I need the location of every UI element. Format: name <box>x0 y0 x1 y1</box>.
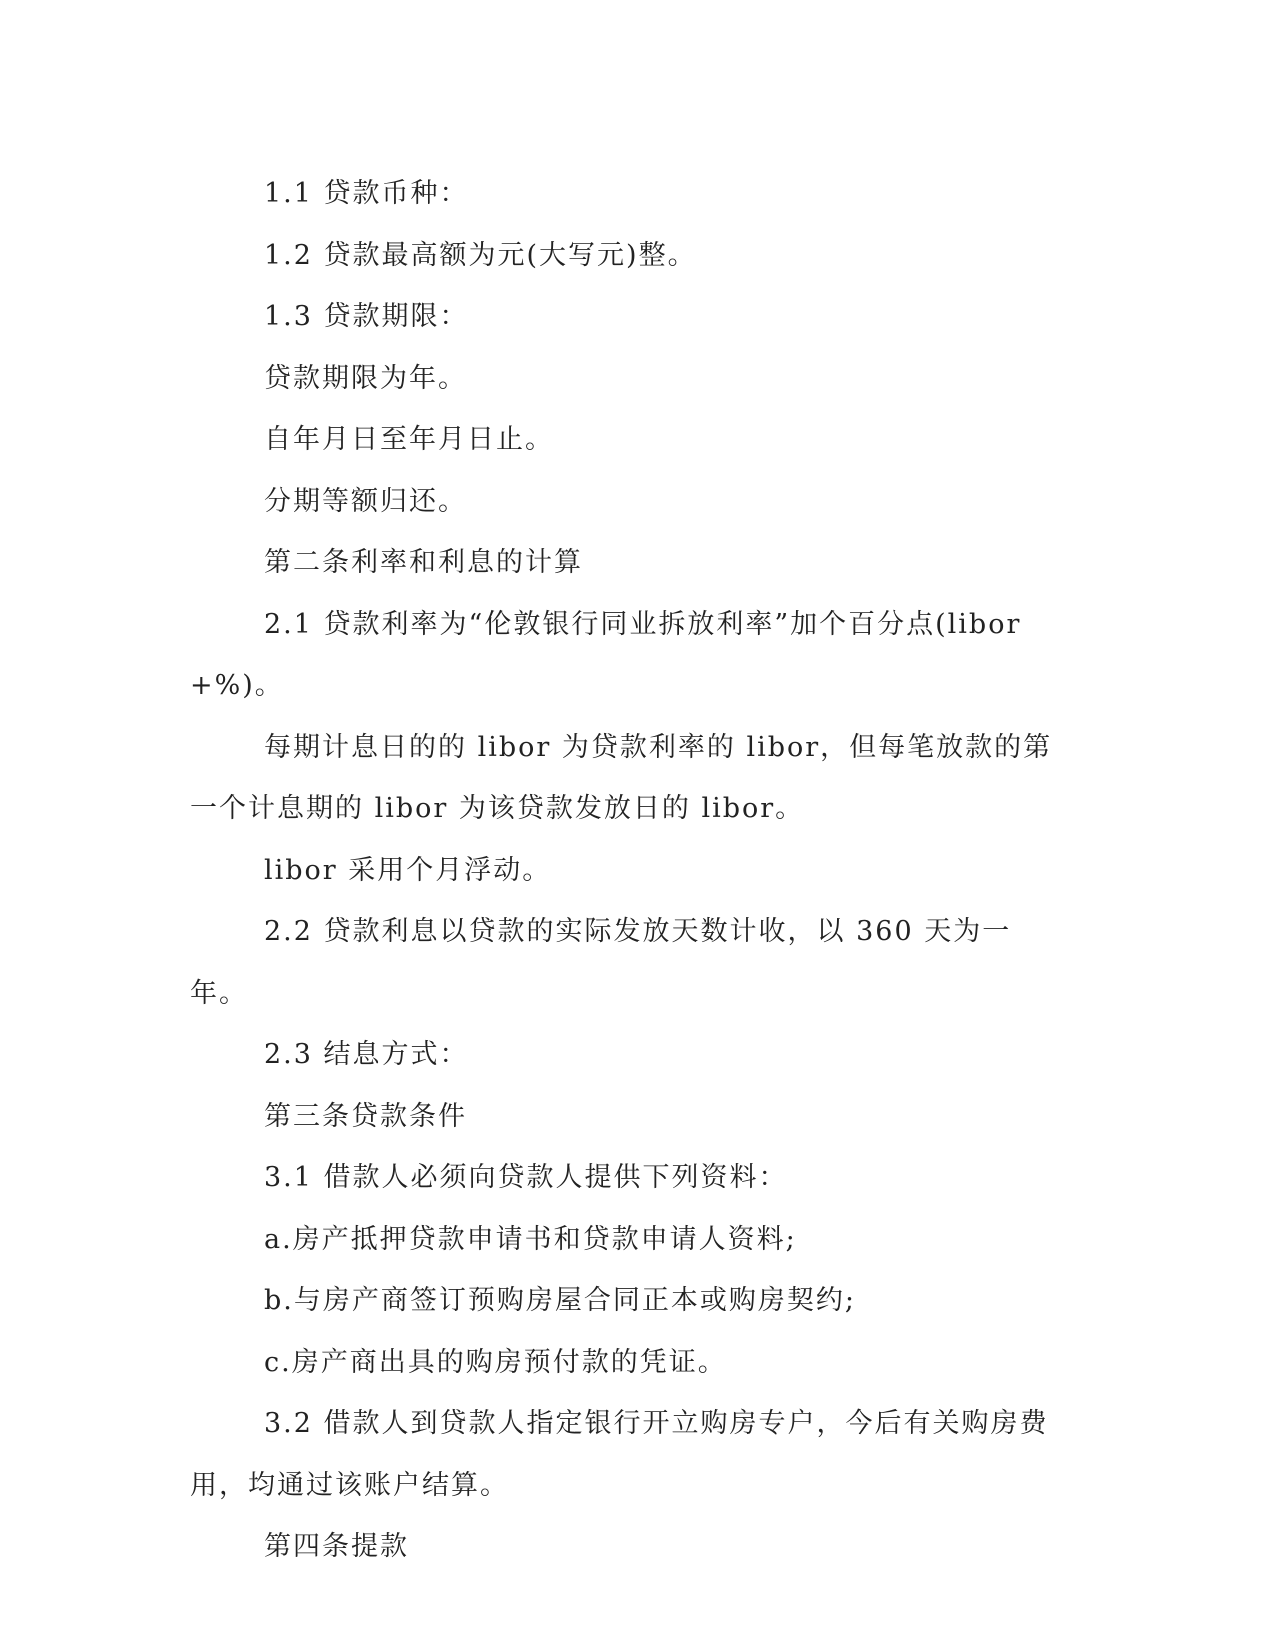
repayment-method: 分期等额归还。 <box>264 485 467 517</box>
clause-2-3-settlement: 2.3 结息方式： <box>264 1039 469 1070</box>
clause-1-2-max-amount: 1.2 贷款最高额为元(大写元)整。 <box>264 239 697 271</box>
libor-definition: 每期计息日的的 libor 为贷款利率的 libor，但每笔放款的第一个计息期的 libor 为该贷款发放日的 libor。 <box>190 731 1053 824</box>
document-body <box>190 163 1065 1578</box>
article-2-heading: 第二条利率和利息的计算 <box>264 547 583 578</box>
document-item-a: a.房产抵押贷款申请书和贷款申请人资料; <box>264 1223 797 1255</box>
term-dates: 自年月日至年月日止。 <box>264 424 554 455</box>
clause-1-3-term: 1.3 贷款期限： <box>264 301 469 332</box>
term-years: 贷款期限为年。 <box>264 362 467 394</box>
clause-3-1-documents: 3.1 借款人必须向贷款人提供下列资料： <box>264 1162 788 1193</box>
clause-2-1-rate: 2.1 贷款利率为“伦敦银行同业拆放利率”加个百分点(libor+%)。 <box>190 608 1022 701</box>
article-3-heading: 第三条贷款条件 <box>264 1100 467 1132</box>
clause-3-2-account: 3.2 借款人到贷款人指定银行开立购房专户，今后有关购房费用，均通过该账户结算。 <box>190 1408 1049 1501</box>
clause-1-1-currency: 1.1 贷款币种： <box>264 178 469 209</box>
article-4-heading: 第四条提款 <box>264 1531 409 1562</box>
document-item-b: b.与房产商签订预购房屋合同正本或购房契约; <box>264 1285 856 1316</box>
clause-2-2-interest-days: 2.2 贷款利息以贷款的实际发放天数计收，以 360 天为一年。 <box>190 916 1012 1009</box>
document-item-c: c.房产商出具的购房预付款的凭证。 <box>264 1346 727 1378</box>
libor-floating: libor 采用个月浮动。 <box>264 854 552 886</box>
